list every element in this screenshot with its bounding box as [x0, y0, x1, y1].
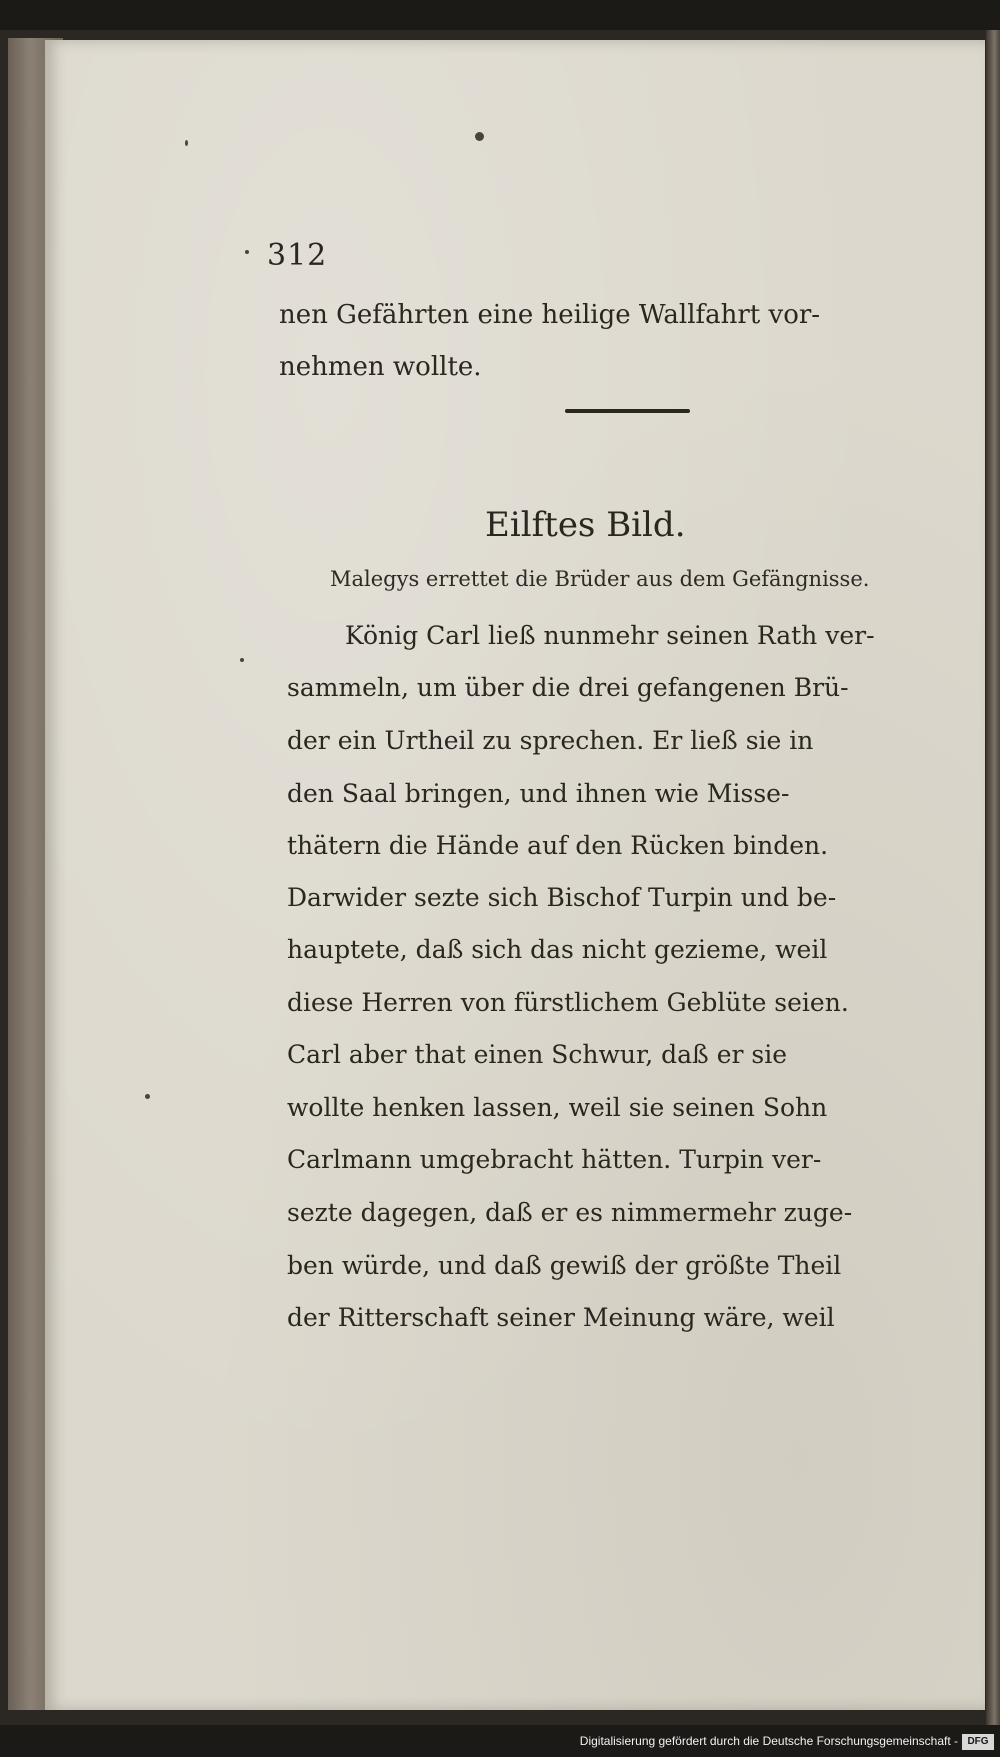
paper-speck	[245, 250, 249, 254]
paper-speck	[475, 132, 484, 141]
text-line: thätern die Hände auf den Rücken binden.	[287, 831, 829, 860]
text-line: König Carl ließ nunmehr seinen Rath ver-	[345, 621, 875, 650]
book-page-edge	[986, 30, 1000, 1725]
chapter-subtitle: Malegys errettet die Brüder aus dem Gefängnisse.	[330, 567, 870, 591]
dfg-logo: DFG	[962, 1734, 994, 1750]
paper-speck	[185, 140, 188, 146]
text-line: den Saal bringen, und ihnen wie Misse-	[287, 779, 790, 808]
text-line: ben würde, und daß gewiß der größte Theil	[287, 1251, 842, 1280]
text-line: Carlmann umgebracht hätten. Turpin ver-	[287, 1145, 822, 1174]
text-line: nen Gefährten eine heilige Wallfahrt vor-	[279, 300, 821, 330]
text-line: Carl aber that einen Schwur, daß er sie	[287, 1040, 787, 1069]
paper-speck	[145, 1094, 150, 1099]
text-line: diese Herren von fürstlichem Geblüte seien.	[287, 988, 849, 1017]
text-line: wollte henken lassen, weil sie seinen Sohn	[287, 1093, 828, 1122]
section-divider	[565, 409, 690, 413]
page-number: 312	[267, 238, 328, 273]
paper-speck	[240, 658, 244, 662]
text-line: Darwider sezte sich Bischof Turpin und be-	[287, 883, 837, 912]
digitization-credit: Digitalisierung gefördert durch die Deutsche Forschungsgemeinschaft -	[579, 1734, 958, 1748]
text-line: sezte dagegen, daß er es nimmermehr zuge-	[287, 1198, 853, 1227]
text-line: der ein Urtheil zu sprechen. Er ließ sie in	[287, 726, 814, 755]
chapter-heading: Eilftes Bild.	[485, 505, 686, 545]
text-line: hauptete, daß sich das nicht gezieme, weil	[287, 935, 828, 964]
footer-bar	[0, 1725, 1000, 1757]
text-line: nehmen wollte.	[279, 352, 482, 382]
book-page	[45, 40, 985, 1710]
text-line: der Ritterschaft seiner Meinung wäre, weil	[287, 1303, 835, 1332]
text-line: sammeln, um über die drei gefangenen Brü-	[287, 673, 849, 702]
